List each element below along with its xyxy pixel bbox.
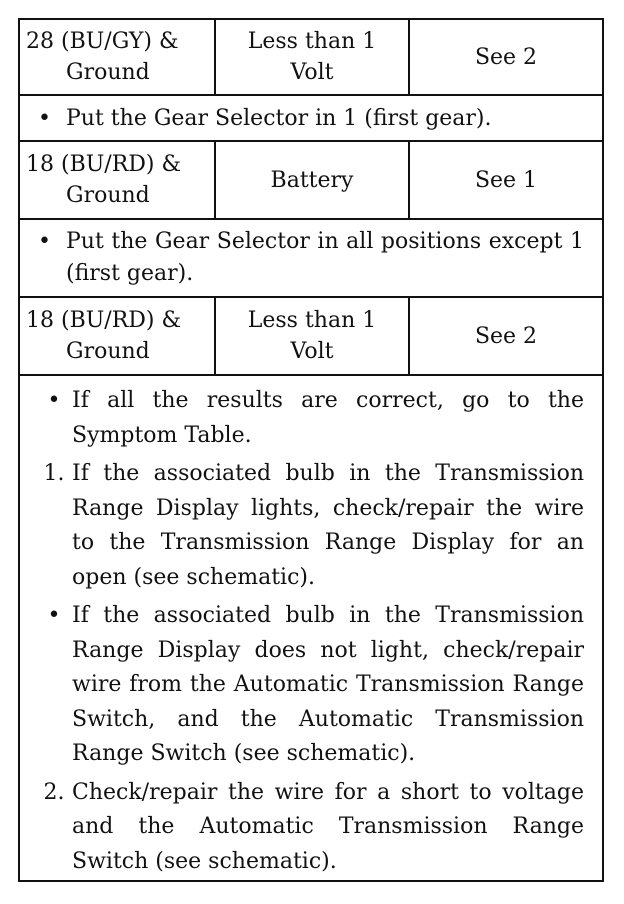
instruction-row [20, 96, 602, 142]
list-item [36, 384, 584, 453]
ground-label: Ground [66, 60, 150, 85]
see-reference: See 1 [474, 167, 538, 193]
see-reference: See 2 [474, 323, 538, 349]
bullet-mark: • [47, 603, 61, 628]
table-row [20, 298, 602, 376]
bullet-mark: • [38, 229, 51, 254]
note-text: Check/repair the wire for a short to voltage and the Automatic Transmission Range Switch (see schematic). [72, 779, 584, 874]
reading-value: Less than 1 Volt [247, 29, 377, 85]
reading-cell [216, 298, 410, 374]
pin-label: 18 (BU/RD) & [26, 308, 182, 333]
bullet-mark: • [38, 106, 51, 131]
note-text: If the associated bulb in the Transmission Range Display lights, check/repair the wire to the Transmission Range Display for an open (see schematic). [72, 461, 584, 590]
see-reference: See 2 [474, 44, 538, 70]
pin-label: 28 (BU/GY) & [26, 29, 179, 54]
instruction-text: Put the Gear Selector in all positions except 1 (first gear). [66, 229, 584, 286]
test-table [18, 18, 604, 882]
action-cell [410, 142, 602, 218]
instruction [20, 220, 602, 296]
table-row [20, 20, 602, 96]
reading-cell [216, 20, 410, 94]
pin-cell [20, 298, 216, 374]
reading-cell [216, 142, 410, 218]
pin-cell [20, 142, 216, 218]
note-text: If the associated bulb in the Transmission Range Display does not light, check/repair wire from the Automatic Transmission Range Switch, and the Automatic Transmission Range Switch (see schematic). [72, 603, 584, 766]
pin-label: 18 (BU/RD) & [26, 152, 182, 177]
instruction [20, 96, 602, 140]
note-text: If all the results are correct, go to the Symptom Table. [72, 388, 584, 448]
list-item [36, 457, 584, 595]
list-item [36, 599, 584, 772]
step-number: 1. [43, 461, 65, 486]
table-row [20, 142, 602, 220]
ground-label: Ground [66, 183, 150, 208]
notes-list [20, 384, 602, 879]
reading-value: Less than 1 Volt [247, 308, 377, 364]
step-number: 2. [43, 779, 65, 805]
notes-section [20, 376, 602, 880]
instruction-text: Put the Gear Selector in 1 (first gear). [66, 106, 492, 131]
pin-cell [20, 20, 216, 94]
ground-label: Ground [66, 339, 150, 364]
bullet-mark: • [47, 388, 61, 413]
reading-value: Battery [270, 167, 354, 193]
action-cell [410, 20, 602, 94]
action-cell [410, 298, 602, 374]
instruction-row [20, 220, 602, 298]
list-item [36, 776, 584, 880]
